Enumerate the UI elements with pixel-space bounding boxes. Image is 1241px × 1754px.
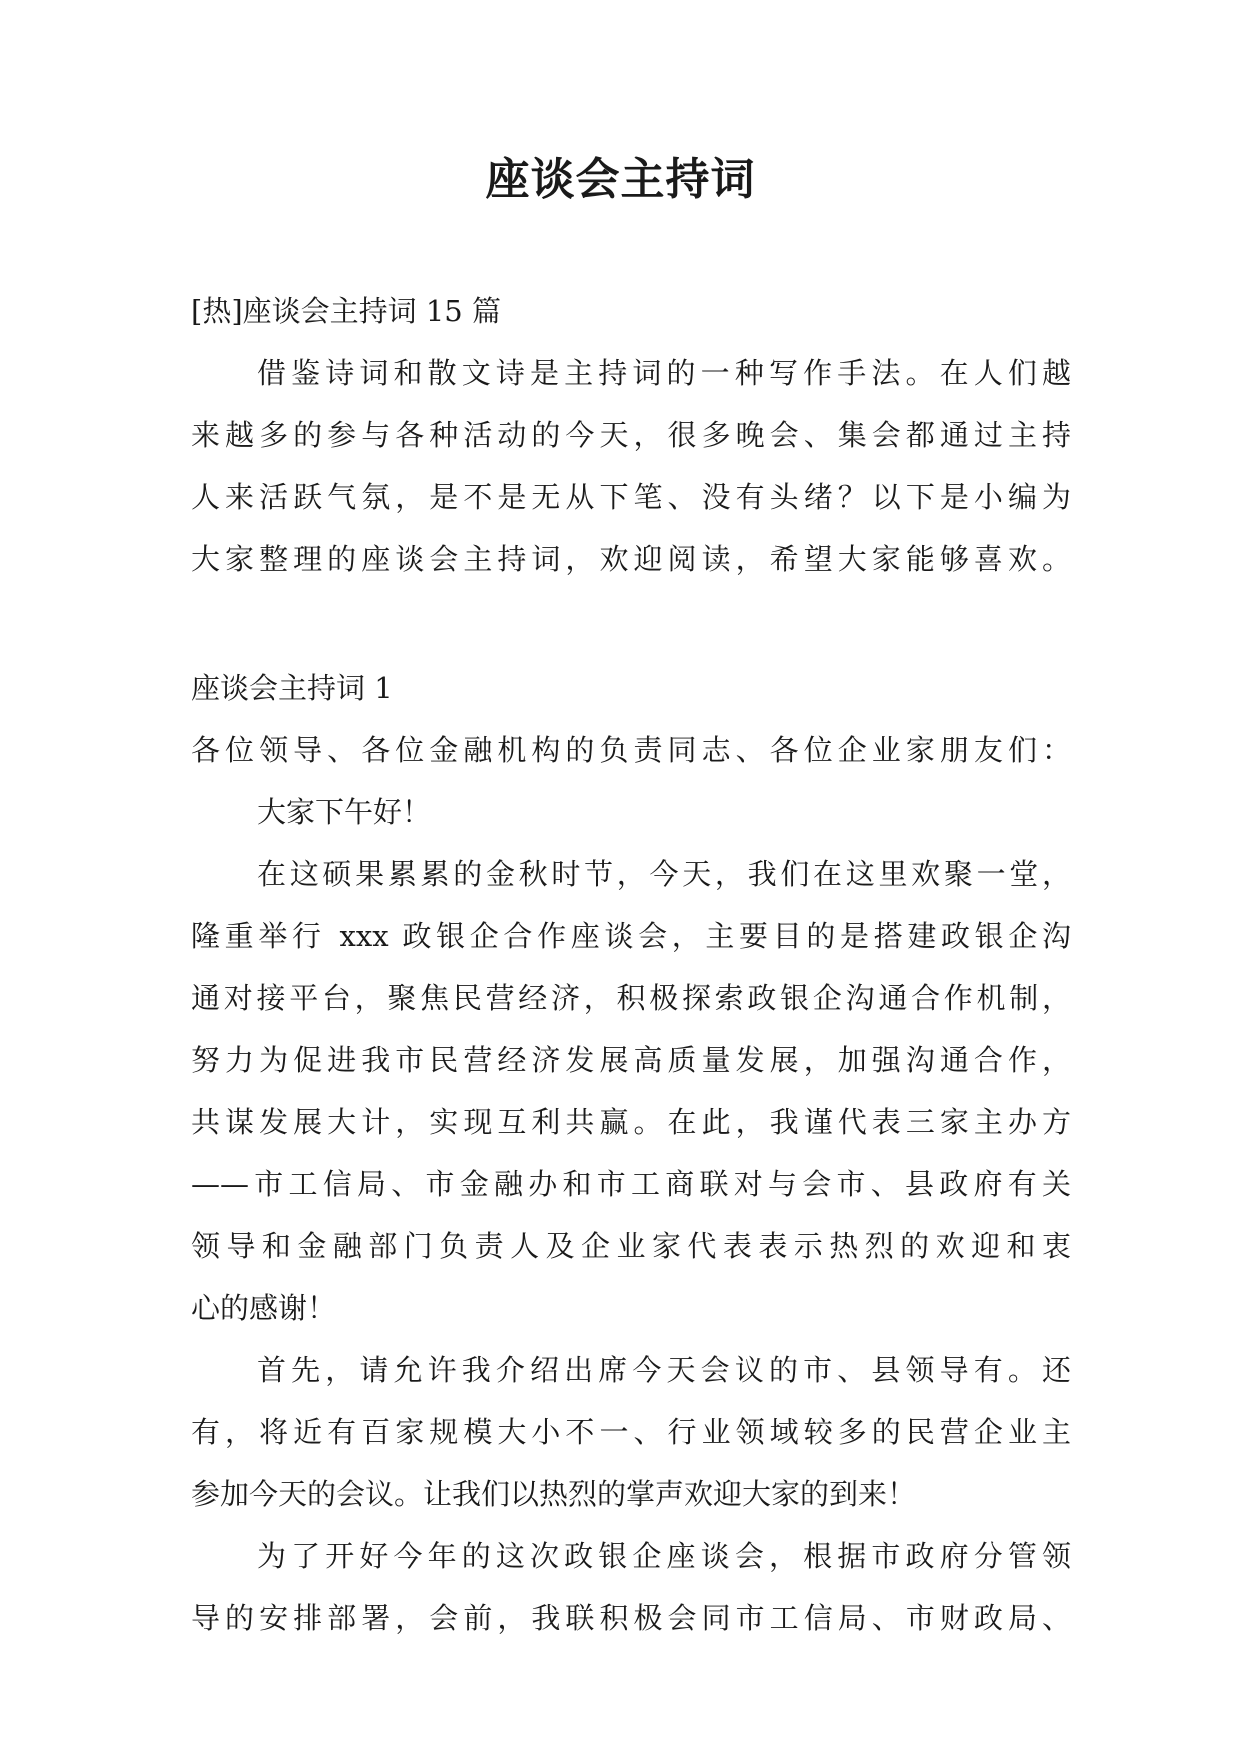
paragraph-line: 参加今天的会议。让我们以热烈的掌声欢迎大家的到来！ xyxy=(191,1477,917,1511)
paragraph-line: 首先，请允许我介绍出席今天会议的市、县领导有。还 xyxy=(257,1353,1071,1387)
document-body xyxy=(191,280,1071,1649)
paragraph-line: ——市工信局、市金融办和市工商联对与会市、县政府有关 xyxy=(191,1167,1071,1201)
paragraph-line: 为了开好今年的这次政银企座谈会，根据市政府分管领 xyxy=(257,1539,1071,1573)
intro-line: 人来活跃气氛，是不是无从下笔、没有头绪？以下是小编为 xyxy=(191,480,1071,514)
paragraph-line: 通对接平台，聚焦民营经济，积极探索政银企沟通合作机制， xyxy=(191,981,1071,1015)
paragraph-line: 在这硕果累累的金秋时节，今天，我们在这里欢聚一堂， xyxy=(257,857,1071,891)
section-spacer xyxy=(191,590,1071,657)
paragraph-line: 共谋发展大计，实现互利共赢。在此，我谨代表三家主办方 xyxy=(191,1105,1071,1139)
intro-line: 大家整理的座谈会主持词，欢迎阅读，希望大家能够喜欢。 xyxy=(191,542,1071,576)
document-subtitle: [热]座谈会主持词 15 篇 xyxy=(191,294,501,328)
document-title: 座谈会主持词 xyxy=(485,154,756,205)
intro-line: 借鉴诗词和散文诗是主持词的一种写作手法。在人们越 xyxy=(257,356,1071,390)
section-heading: 座谈会主持词 1 xyxy=(191,671,393,705)
paragraph-line: 有，将近有百家规模大小不一、行业领域较多的民营企业主 xyxy=(191,1415,1071,1449)
paragraph-line: 领导和金融部门负责人及企业家代表表示热烈的欢迎和衷 xyxy=(191,1229,1071,1263)
paragraph-line: 心的感谢！ xyxy=(191,1291,337,1325)
salutation: 各位领导、各位金融机构的负责同志、各位企业家朋友们： xyxy=(191,733,1071,767)
paragraph-line: 努力为促进我市民营经济发展高质量发展，加强沟通合作， xyxy=(191,1043,1071,1077)
paragraph-line: 隆重举行 xxx 政银企合作座谈会，主要目的是搭建政银企沟 xyxy=(191,919,1071,953)
greeting: 大家下午好！ xyxy=(257,795,432,829)
paragraph-line: 导的安排部署，会前，我联积极会同市工信局、市财政局、 xyxy=(191,1601,1071,1635)
intro-line: 来越多的参与各种活动的今天，很多晚会、集会都通过主持 xyxy=(191,418,1071,452)
